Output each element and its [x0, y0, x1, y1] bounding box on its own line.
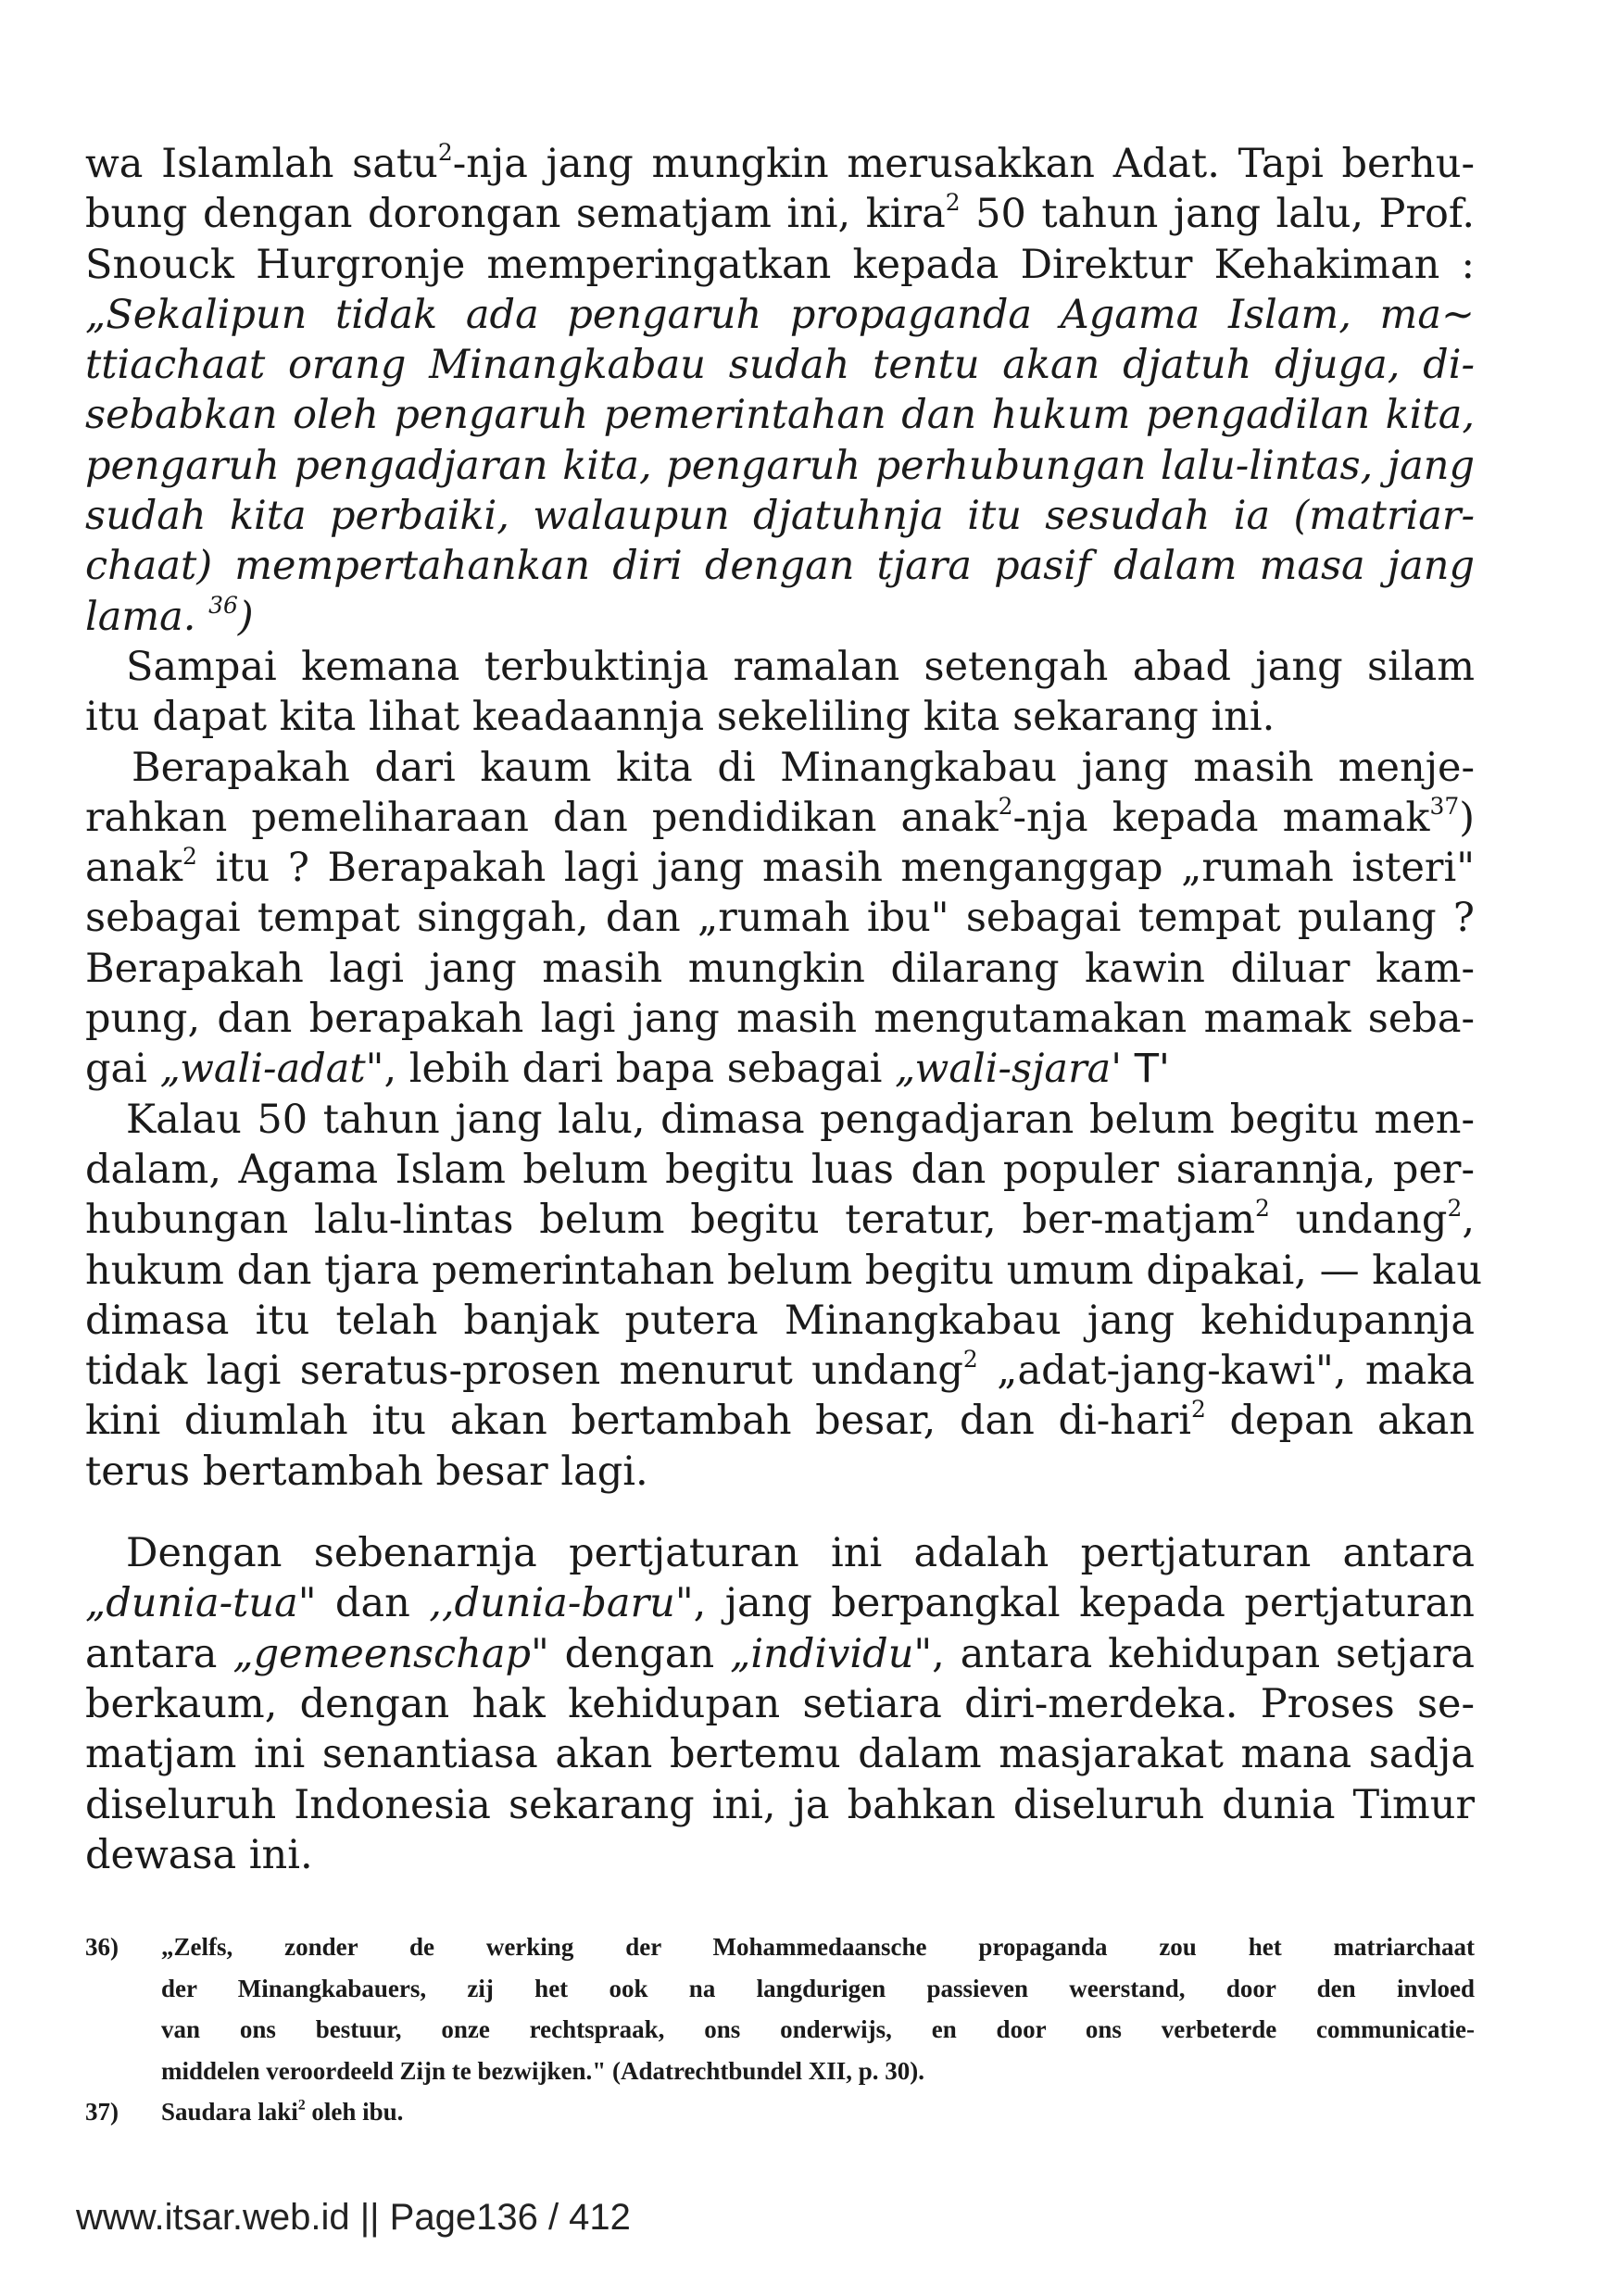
text-segment: wa Islamlah satu [85, 141, 438, 187]
text-segment: itu ? Berapakah lagi jang masih menganggap „rumah isteri" [196, 845, 1475, 892]
text-segment: antara [85, 1630, 233, 1677]
text-segment: ' [1111, 1046, 1135, 1093]
text-segment: „dunia-tua [85, 1580, 298, 1627]
text-segment: van ons bestuur, onze rechtspraak, ons onderwijs, en door ons verbeterde communicatie- [161, 2015, 1475, 2043]
text-line [161, 2009, 1475, 2051]
text-line [85, 1729, 1475, 1779]
text-line [85, 189, 1475, 239]
text-line [161, 2051, 1475, 2092]
text-segment: „Zelfs, zonder de werking der Mohammedaansche propaganda zou het matriarchaat [161, 1933, 1475, 1961]
text-segment: Kalau 50 tahun jang lalu, dimasa pengadjaran belum begitu men- [126, 1096, 1475, 1143]
text-line [85, 1679, 1475, 1729]
text-segment: dimasa itu telah banjak putera Minangkabau jang kehidupannja [85, 1297, 1475, 1344]
text-segment: terus bertambah besar lagi. [85, 1448, 648, 1495]
text-line [85, 541, 1475, 591]
text-segment: depan akan [1205, 1398, 1475, 1445]
text-segment: pengaruh pengadjaran kita, pengaruh perhubungan lalu-lintas, jang [85, 442, 1475, 489]
text-line [85, 994, 1475, 1044]
text-segment: diseluruh Indonesia sekarang ini, ja bahkan diseluruh dunia Timur [85, 1781, 1475, 1828]
page-footer: www.itsar.web.id || Page136 / 412 [76, 2197, 631, 2238]
superscript: 2 [182, 843, 197, 871]
text-segment: chaat) mempertahankan diri dengan tjara pasif dalam masa jang [85, 543, 1475, 590]
text-line [85, 692, 1475, 742]
text-line [85, 592, 1475, 642]
text-line [85, 1246, 1483, 1296]
text-segment: tidak lagi seratus-prosen menurut undang [85, 1348, 963, 1395]
text-segment: " dengan [530, 1630, 731, 1677]
text-line [85, 743, 1475, 793]
text-segment: rahkan pemeliharaan dan pendidikan anak [85, 794, 999, 841]
text-segment: ,,dunia-baru [429, 1580, 675, 1627]
text-line [85, 290, 1475, 340]
text-line [85, 491, 1475, 541]
text-segment: „Sekalipun tidak ada pengaruh propaganda Agama Islam, ma~ [85, 291, 1475, 338]
text-line [85, 944, 1475, 994]
superscript: 2 [962, 1346, 978, 1374]
text-segment: 50 tahun jang lalu, Prof. [960, 191, 1475, 238]
text-line [85, 1346, 1475, 1396]
text-line [85, 793, 1475, 843]
text-line [85, 893, 1475, 943]
paragraph [85, 743, 1475, 1095]
text-line [161, 1968, 1475, 2010]
text-segment: sudah kita perbaiki, walaupun djatuhnja itu sesudah ia (matriar- [85, 493, 1475, 540]
text-segment: middelen veroordeeld Zijn te bezwijken." (Adatrechtbundel XII, p. 30). [161, 2056, 924, 2085]
text-line [85, 1629, 1475, 1679]
text-segment: " dan [297, 1580, 430, 1627]
text-segment: matjam ini senantiasa akan bertemu dalam masjarakat mana sadja [85, 1731, 1475, 1778]
text-line [85, 1095, 1475, 1145]
text-line [85, 139, 1475, 189]
superscript: 2 [297, 2097, 306, 2114]
text-line [85, 1396, 1475, 1446]
text-segment: sebagai tempat singgah, dan „rumah ibu" sebagai tempat pulang ? [85, 895, 1475, 942]
text-line [85, 1044, 1475, 1094]
text-segment: Saudara laki [161, 2098, 298, 2126]
footnote-text [161, 2091, 1475, 2133]
text-segment: ", antara kehidupan setjara [913, 1630, 1476, 1677]
superscript: 2 [1255, 1195, 1270, 1223]
paragraph [85, 1528, 1475, 1880]
text-segment: -nja kepada mamak [1012, 794, 1430, 841]
text-segment: der Minangkabauers, zij het ook na langdurigen passieven weerstand, door den invloed [161, 1974, 1475, 2002]
footnote-number: 36) [85, 1933, 119, 1961]
text-segment: dalam, Agama Islam belum begitu luas dan populer siarannja, per- [85, 1146, 1475, 1193]
text-segment: ) [237, 593, 254, 640]
text-segment: lama. [85, 593, 209, 640]
body-text [85, 139, 1483, 1880]
text-line [85, 1578, 1475, 1628]
text-segment: gai [85, 1046, 160, 1093]
footnote-text [161, 1926, 1475, 2091]
text-segment: hukum dan tjara pemerintahan belum begitu umum dipakai, — kalau [85, 1247, 1483, 1294]
text-segment: berkaum, dengan hak kehidupan setiara diri-merdeka. Proses se- [85, 1680, 1475, 1727]
text-line [85, 1528, 1475, 1578]
text-line [161, 2091, 1475, 2133]
paragraph [85, 1095, 1483, 1497]
superscript: 2 [437, 139, 453, 167]
text-segment: „individu [730, 1630, 914, 1677]
text-segment: sebabkan oleh pengaruh pemerintahan dan hukum pengadilan kita, [85, 392, 1475, 439]
text-line [85, 390, 1475, 440]
text-segment: pung, dan berapakah lagi jang masih mengutamakan mamak seba- [85, 996, 1475, 1043]
paragraph [85, 642, 1475, 743]
footnote-number: 37) [85, 2098, 119, 2126]
text-segment: bung dengan dorongan sematjam ini, kira [85, 191, 946, 238]
text-segment: Snouck Hurgronje memperingatkan kepada Direktur Kehakiman : [85, 241, 1475, 288]
paragraph-gap [85, 1497, 1475, 1528]
text-line [85, 1830, 1475, 1880]
text-segment: itu dapat kita lihat keadaannja sekeliling kita sekarang ini. [85, 694, 1275, 741]
superscript: 36 [208, 591, 238, 619]
text-segment: ) [1459, 794, 1475, 841]
text-segment: dewasa ini. [85, 1831, 313, 1878]
text-segment: „wali-adat [159, 1046, 366, 1093]
text-segment: undang [1269, 1197, 1448, 1244]
text-line [85, 441, 1475, 491]
text-segment: Berapakah lagi jang masih mungkin dilarang kawin diluar kam- [85, 945, 1475, 992]
text-segment: „gemeenschap [232, 1630, 531, 1677]
text-segment: ", lebih dari bapa sebagai [365, 1046, 896, 1093]
text-segment: hubungan lalu-lintas belum begitu teratur, ber-matjam [85, 1197, 1255, 1244]
text-line [85, 843, 1475, 893]
superscript: 2 [1447, 1195, 1463, 1223]
superscript: 37 [1429, 792, 1460, 820]
text-line [85, 1195, 1475, 1245]
text-segment: -nja jang mungkin merusakkan Adat. Tapi berhu- [452, 141, 1475, 187]
superscript: 2 [1190, 1396, 1206, 1424]
text-segment: Berapakah dari kaum kita di Minangkabau jang masih menje- [132, 744, 1475, 791]
stray-glyph: T' [1134, 1046, 1170, 1093]
paragraph [85, 139, 1475, 642]
text-line [85, 340, 1475, 390]
superscript: 2 [945, 189, 961, 217]
footnotes [85, 1926, 1475, 2133]
text-line [85, 240, 1475, 290]
text-line [85, 1145, 1475, 1195]
text-segment: „adat-jang-kawi", maka [977, 1348, 1475, 1395]
text-segment: ", jang berpangkal kepada pertjaturan [674, 1580, 1475, 1627]
text-segment: kini diumlah itu akan bertambah besar, dan di-hari [85, 1398, 1191, 1445]
text-segment: ttiachaat orang Minangkabau sudah tentu akan djatuh djuga, di- [85, 342, 1475, 389]
text-segment: oleh ibu. [305, 2098, 404, 2126]
text-line [85, 1447, 1475, 1497]
text-segment: , [1462, 1197, 1475, 1244]
text-line [161, 1926, 1475, 1968]
text-line [85, 642, 1475, 692]
footnote [85, 1926, 1475, 2091]
text-line [85, 1780, 1475, 1830]
text-line [85, 1296, 1475, 1346]
text-segment: anak [85, 845, 183, 892]
text-segment: Sampai kemana terbuktinja ramalan setengah abad jang silam [126, 643, 1475, 690]
superscript: 2 [998, 792, 1013, 820]
page-body [85, 139, 1483, 1880]
footnote [85, 2091, 1475, 2133]
text-segment: Dengan sebenarnja pertjaturan ini adalah pertjaturan antara [126, 1530, 1475, 1577]
text-segment: „wali-sjara [895, 1046, 1112, 1093]
